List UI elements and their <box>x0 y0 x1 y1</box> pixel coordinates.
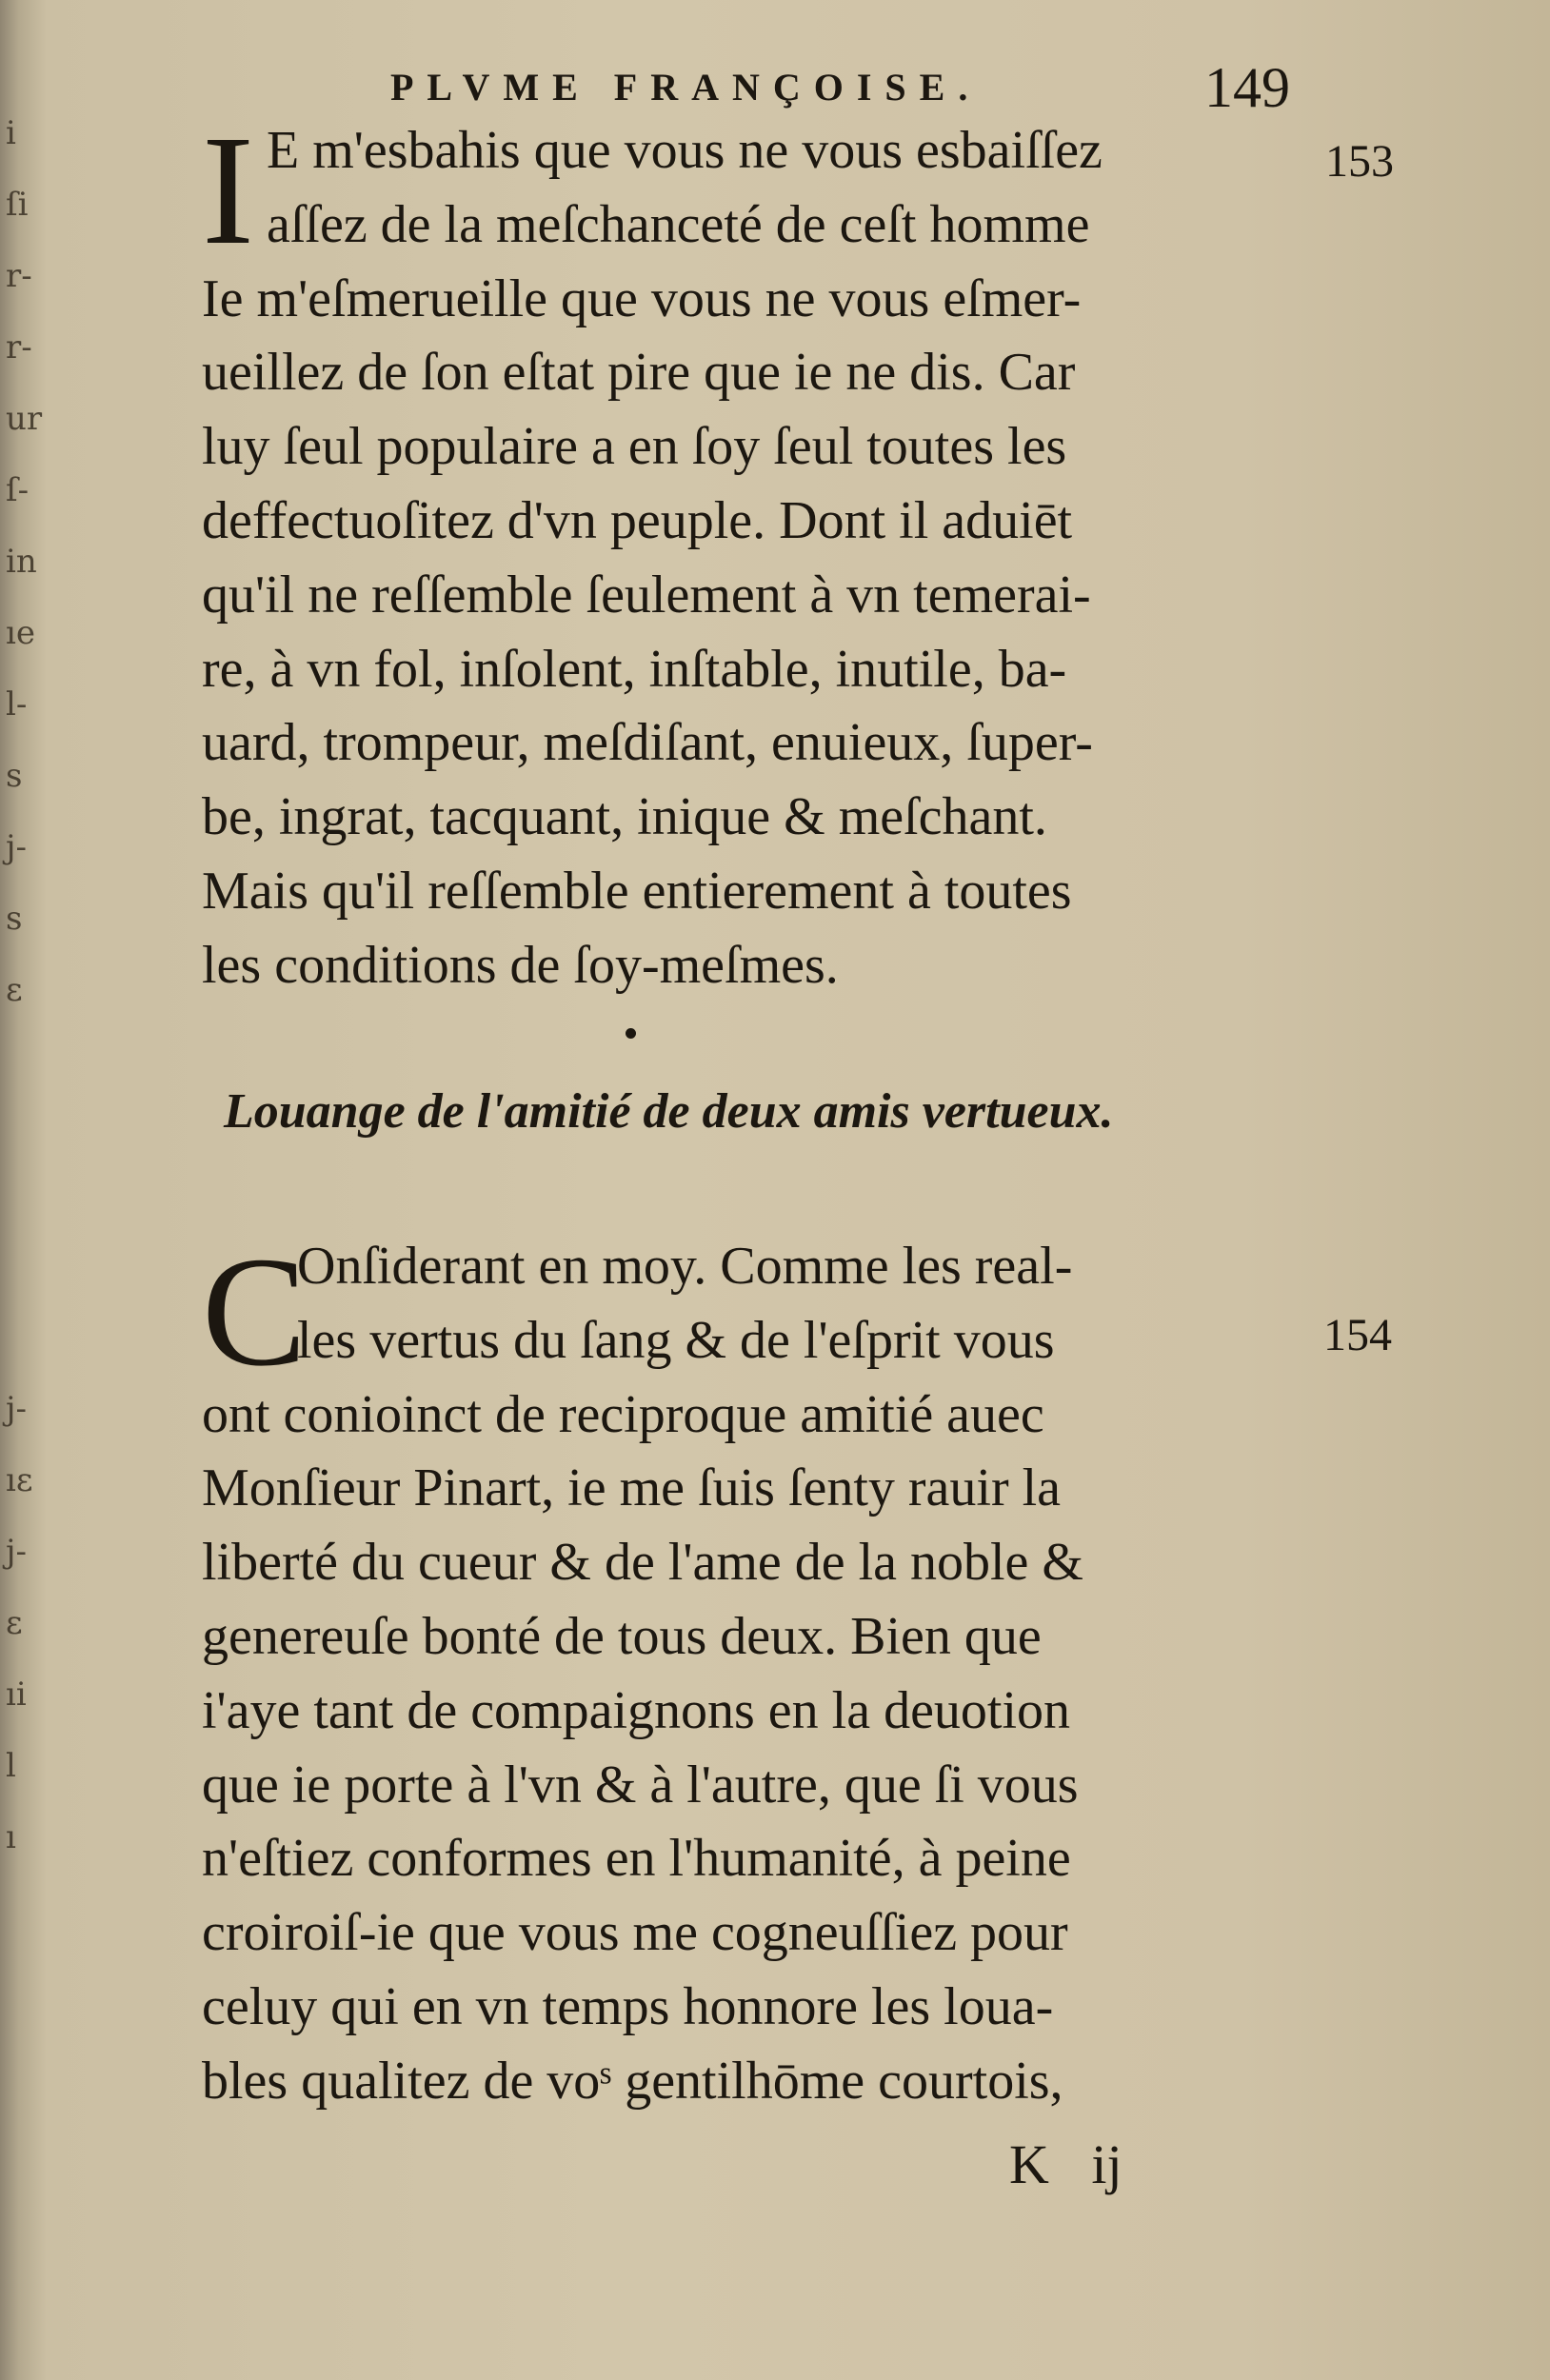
text-line: Monſieur Pinart, ie me ſuis ſenty rauir la <box>202 1458 1062 1518</box>
bleed-glyph: j- <box>6 1390 28 1428</box>
bleed-glyph: i <box>6 114 16 152</box>
text-line: qu'il ne reſſemble ſeulement à vn temerai- <box>202 565 1091 625</box>
bleed-glyph: r- <box>6 257 32 295</box>
text-line: croiroiſ-ie que vous me cogneuſſiez pour <box>202 1903 1068 1963</box>
bleed-glyph: ε <box>6 971 23 1009</box>
bleed-glyph: l <box>6 1747 16 1785</box>
text-line: n'eſtiez conformes en l'humanité, à peine <box>202 1829 1071 1889</box>
text-line: uard, trompeur, meſdiſant, enuieux, ſuper- <box>202 713 1093 773</box>
text-line: luy ſeul populaire a en ſoy ſeul toutes les <box>202 417 1067 477</box>
ornament-dot <box>626 1028 636 1039</box>
text-line: liberté du cueur & de l'ame de la noble & <box>202 1533 1083 1593</box>
bleed-glyph: ıe <box>6 614 35 652</box>
text-line: Onſiderant en moy. Comme les real- <box>297 1237 1073 1296</box>
running-title: PLVME FRANÇOISE. <box>390 66 982 109</box>
margin-number: 154 <box>1323 1310 1392 1360</box>
paragraph-2 <box>202 1224 1325 2119</box>
bleed-glyph: j- <box>6 828 28 866</box>
bleed-glyph: r- <box>6 328 32 367</box>
bleed-glyph: ſ- <box>6 471 30 509</box>
text-line: les conditions de ſoy-meſmes. <box>202 935 839 995</box>
bleed-glyph: ı <box>6 1818 16 1856</box>
text-line: E m'esbahis que vous ne vous esbaiſſez <box>267 121 1103 180</box>
text-line: ueillez de ſon eſtat pire que ie ne dis. Car <box>202 343 1076 403</box>
bleed-glyph: s <box>6 900 23 938</box>
running-head <box>390 55 1342 122</box>
text-line: Ie m'eſmerueille que vous ne vous eſmer- <box>202 268 1082 328</box>
bleed-glyph: s <box>6 757 23 795</box>
text-line: ont conioinct de reciproque amitié auec <box>202 1384 1044 1444</box>
bleed-glyph: j- <box>6 1533 28 1571</box>
bleed-glyph: ıi <box>6 1676 27 1714</box>
bleed-glyph: in <box>6 543 37 581</box>
text-line: genereuſe bonté de tous deux. Bien que <box>202 1606 1042 1666</box>
text-line: be, ingrat, tacquant, inique & meſchant. <box>202 787 1047 847</box>
page-number: 149 <box>1204 56 1290 119</box>
text-line: celuy qui en vn temps honnore les loua- <box>202 1976 1054 2036</box>
text-line: aſſez de la meſchanceté de ceſt homme <box>267 194 1090 254</box>
bleed-glyph: ε <box>6 1604 23 1642</box>
drop-cap-initial: I <box>202 103 254 277</box>
text-line: deffectuoſitez d'vn peuple. Dont il aduiēt <box>202 490 1073 550</box>
signature-mark: K ij <box>1009 2133 1123 2195</box>
margin-number: 153 <box>1325 136 1394 187</box>
bleed-glyph: ſi <box>6 186 29 224</box>
text-line: re, à vn fol, inſolent, inſtable, inutile, ba- <box>202 639 1067 699</box>
drop-cap-initial: C <box>202 1224 308 1398</box>
paragraph-1 <box>202 114 1325 1003</box>
bleed-glyph: l- <box>6 685 28 724</box>
text-line: Mais qu'il reſſemble entierement à toutes <box>202 861 1072 921</box>
text-line: que ie porte à l'vn & à l'autre, que ſi vous <box>202 1755 1079 1815</box>
text-line: i'aye tant de compaignons en la deuotion <box>202 1680 1071 1740</box>
text-line: les vertus du ſang & de l'eſprit vous <box>297 1310 1055 1370</box>
section-heading: Louange de l'amitié de deux amis vertueux. <box>224 1084 1114 1139</box>
bleed-glyph: ıε <box>6 1461 33 1499</box>
bleed-glyph: ur <box>6 400 43 438</box>
text-line: bles qualitez de voˢ gentilhōme courtois, <box>202 2051 1063 2111</box>
